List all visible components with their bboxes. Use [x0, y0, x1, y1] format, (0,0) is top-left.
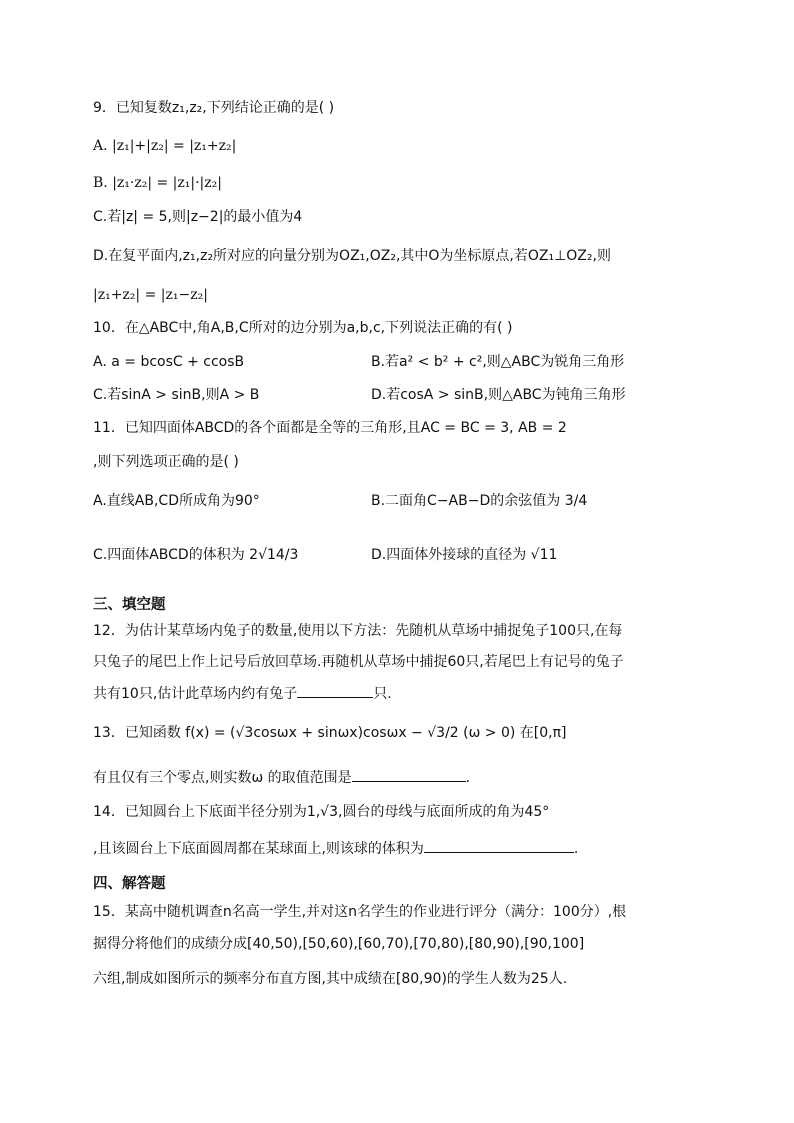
q12-line3 [93, 683, 392, 704]
q11-option-c: C.四面体ABCD的体积为 2√14/3 [93, 547, 299, 563]
q9-option-c: C.若|z| = 5,则|z−2|的最小值为4 [93, 209, 303, 225]
q15-line1: 15．某高中随机调查n名高一学生,并对这n名学生的作业进行评分（满分：100分）,根 [93, 904, 627, 920]
q9-option-d-line1: D.在复平面内,z₁,z₂所对应的向量分别为OZ₁,OZ₂,其中O为坐标原点,若OZ₁⊥OZ₂,则 [93, 248, 611, 264]
q14-line1: 14．已知圆台上下底面半径分别为1,√3,圆台的母线与底面所成的角为45° [93, 804, 550, 820]
q13-line2-end: . [465, 770, 471, 786]
q12-line3-text: 共有10只,估计此草场内约有兔子 [93, 686, 298, 702]
q12-answer-blank [297, 683, 373, 698]
q12-line3-end: 只. [373, 686, 392, 702]
q9-stem: 9．已知复数z₁,z₂,下列结论正确的是( ) [93, 100, 335, 116]
q12-line1: 12．为估计某草场内兔子的数量,使用以下方法：先随机从草场中捕捉兔子100只,在每 [93, 623, 623, 639]
q9-option-d-line2: |z₁+z₂| = |z₁−z₂| [93, 287, 208, 303]
q14-line2-text: ,且该圆台上下底面圆周都在某球面上,则该球的体积为 [93, 841, 424, 857]
q10-option-a: A. a = bcosC + ccosB [93, 354, 245, 370]
q14-line2 [93, 838, 578, 859]
q14-line2-end: . [573, 841, 579, 857]
q12-line2: 只兔子的尾巴上作上记号后放回草场.再随机从草场中捕捉60只,若尾巴上有记号的兔子 [93, 654, 624, 670]
q13-line2-text: 有且仅有三个零点,则实数ω 的取值范围是 [93, 770, 352, 786]
q13-line2 [93, 767, 470, 788]
q10-stem: 10．在△ABC中,角A,B,C所对的边分别为a,b,c,下列说法正确的有( ) [93, 320, 513, 336]
q11-stem-line1: 11．已知四面体ABCD的各个面都是全等的三角形,且AC = BC = 3, AB = 2 [93, 420, 567, 436]
q14-answer-blank [424, 838, 574, 853]
q11-option-b: B.二面角C−AB−D的余弦值为 3/4 [371, 493, 588, 509]
q13-line1: 13．已知函数 f(x) = (√3cosωx + sinωx)cosωx − √3/2 (ω > 0) 在[0,π] [93, 725, 567, 741]
q11-option-a: A.直线AB,CD所成角为90° [93, 493, 260, 509]
section-solution-heading: 四、解答题 [93, 876, 166, 892]
q10-option-b: B.若a² < b² + c²,则△ABC为锐角三角形 [371, 354, 625, 370]
q11-option-d: D.四面体外接球的直径为 √11 [371, 547, 558, 563]
q10-option-c: C.若sinA > sinB,则A > B [93, 387, 260, 403]
section-fill-in-heading: 三、填空题 [93, 597, 166, 613]
q9-option-b: B. |z₁·z₂| = |z₁|·|z₂| [93, 175, 222, 191]
q9-option-a: A. |z₁|+|z₂| = |z₁+z₂| [93, 138, 237, 154]
q15-line2: 据得分将他们的成绩分成[40,50),[50,60),[60,70),[70,80),[80,90),[90,100] [93, 936, 585, 952]
q10-option-d: D.若cosA > sinB,则△ABC为钝角三角形 [371, 387, 626, 403]
q13-answer-blank [352, 767, 466, 782]
q15-line3: 六组,制成如图所示的频率分布直方图,其中成绩在[80,90)的学生人数为25人. [93, 971, 568, 987]
q11-stem-line2: ,则下列选项正确的是( ) [93, 454, 239, 470]
